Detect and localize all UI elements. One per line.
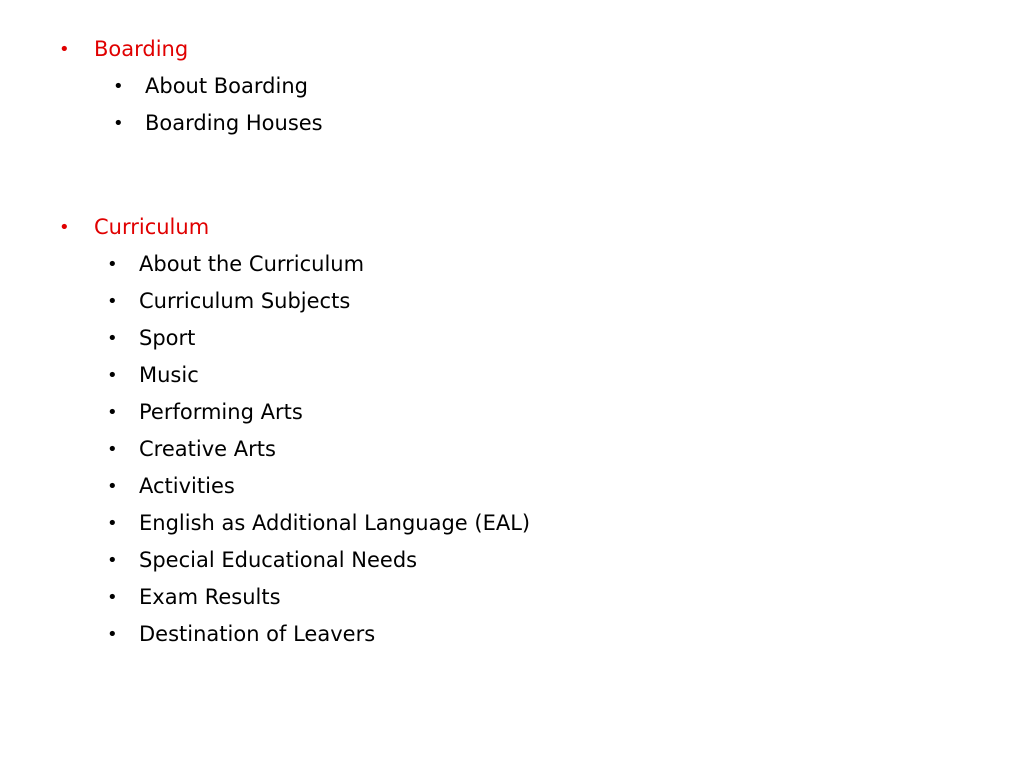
bullet: •: [107, 254, 118, 275]
bullet: •: [107, 587, 118, 608]
bullet: •: [107, 291, 118, 312]
list-item-label: About the Curriculum: [139, 252, 365, 276]
list-item-label: Destination of Leavers: [139, 622, 376, 646]
curriculum-heading: Curriculum: [94, 215, 210, 239]
list-item-label: Performing Arts: [139, 400, 303, 424]
bullet: •: [59, 217, 70, 238]
list-item-label: Music: [139, 363, 199, 387]
bullet: •: [107, 365, 118, 386]
list-item-label: Special Educational Needs: [139, 548, 418, 572]
list-item-label: Boarding Houses: [145, 111, 323, 135]
list-item-label: About Boarding: [145, 74, 308, 98]
bullet: •: [113, 113, 124, 134]
boarding-heading: Boarding: [94, 37, 189, 61]
list-item-label: Curriculum Subjects: [139, 289, 351, 313]
bullet: •: [107, 550, 118, 571]
bullet: •: [59, 39, 70, 60]
list-item-label: Creative Arts: [139, 437, 276, 461]
bullet: •: [107, 402, 118, 423]
bullet: •: [113, 76, 124, 97]
list-item-label: Exam Results: [139, 585, 281, 609]
list-item-label: English as Additional Language (EAL): [139, 511, 531, 535]
bullet: •: [107, 328, 118, 349]
bullet: •: [107, 439, 118, 460]
list-item-label: Activities: [139, 474, 235, 498]
bullet: •: [107, 513, 118, 534]
list-item-label: Sport: [139, 326, 196, 350]
bullet: •: [107, 476, 118, 497]
bullet: •: [107, 624, 118, 645]
